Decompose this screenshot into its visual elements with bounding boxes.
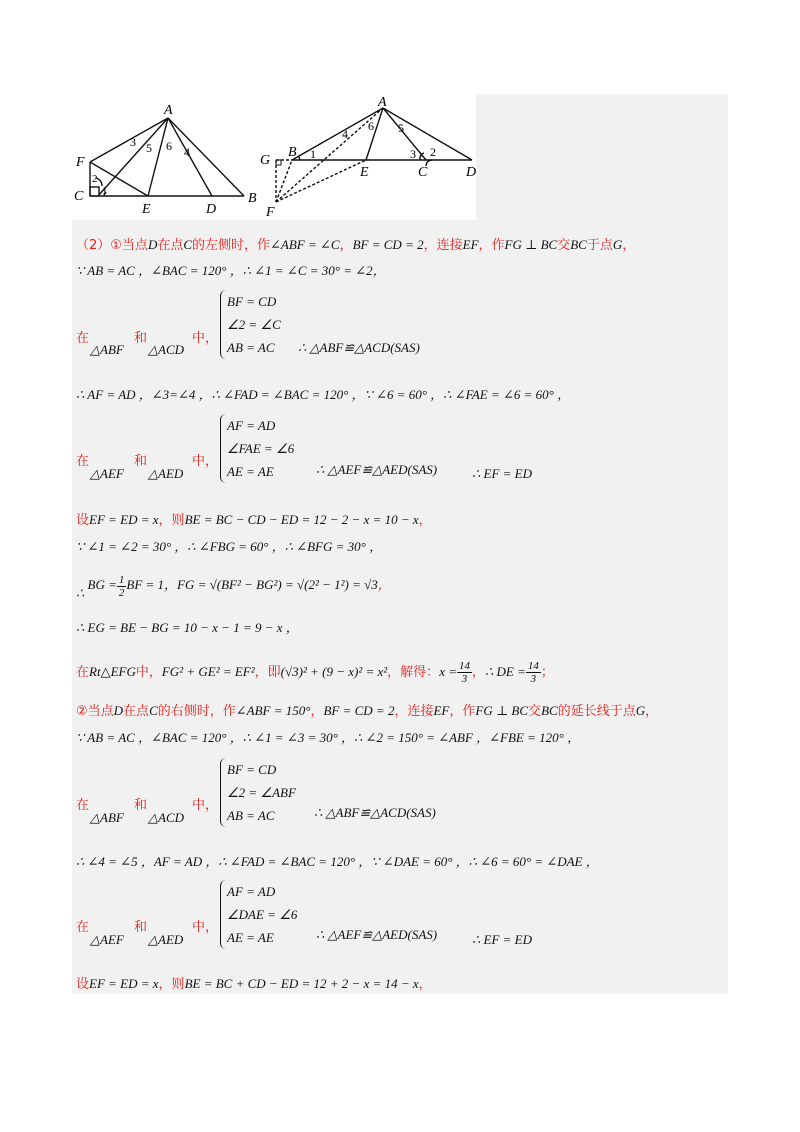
case2-conclusion-1: ∴ △ABF≌△ACD(SAS) bbox=[314, 805, 436, 820]
case2-zai-2: 在 bbox=[76, 920, 90, 935]
case1-tri-aef: △AEF bbox=[90, 466, 124, 481]
label-D: D bbox=[466, 165, 476, 180]
case2-line1: ②当点D在点C的右侧时，作∠ABF = 150°，BF = CD = 2，连接EF，作FG ⊥ BC交BC的延长线于点G， bbox=[76, 703, 659, 719]
angle-5: 5 bbox=[146, 141, 152, 155]
case1-line1: （2）①当点D在点C的左侧时，作∠ABF = ∠C，BF = CD = 2，连接EF，作FG ⊥ BC交BC于点G， bbox=[76, 237, 636, 253]
label-D: D bbox=[206, 202, 217, 217]
case1-line7: ∵ ∠1 = ∠2 = 30° ，∴ ∠FBG = 60° ，∴ ∠BFG = 30° ， bbox=[76, 539, 383, 554]
case1-zhong-1: 中， bbox=[192, 331, 219, 346]
case2-line4: ∴ ∠4 = ∠5 ，AF = AD ，∴ ∠FAD = ∠BAC = 120° ，∵ ∠DAE = 60° ，∴ ∠6 = 60° = ∠DAE ， bbox=[76, 854, 599, 869]
case1-line10: 在Rt△EFG中，FG² + GE² = EF²，即(√3)² + (9 − x)² = x²，解得：x = $\frac{14}{3}$ ，∴ DE = $\frac{14}{3}$ ； bbox=[76, 660, 554, 685]
angle-6: 6 bbox=[368, 119, 374, 133]
case1-tri-abf: △ABF bbox=[90, 342, 124, 357]
label-B: B bbox=[288, 145, 297, 160]
case2-tri-aed: △AED bbox=[148, 932, 184, 947]
case2-system-2: AF = AD ∠DAE = ∠6 AE = AE bbox=[220, 880, 297, 949]
case1-tri-aed: △AED bbox=[148, 466, 184, 481]
label-A: A bbox=[378, 95, 387, 110]
case1-tri-acd: △ACD bbox=[148, 342, 184, 357]
case2-tri-abf: △ABF bbox=[90, 810, 124, 825]
case2-he-1: 和 bbox=[134, 798, 148, 813]
case1-conclusion-2: ∴ △AEF≌△AED(SAS) bbox=[316, 462, 438, 477]
angle-5: 5 bbox=[398, 121, 404, 135]
case1-line8: ∴ BG = $\frac{1}{2}$ BF = 1，FG = √(BF² − BG²) = √(2² − 1²) = √3， bbox=[76, 574, 391, 601]
triangle-diagram-left bbox=[72, 94, 260, 220]
fraction-de: $\frac{14}{3}$ bbox=[527, 660, 539, 685]
case1-system-2: AF = AD ∠FAE = ∠6 AE = AE bbox=[220, 414, 294, 483]
angle-6: 6 bbox=[166, 139, 172, 153]
case1-line4: ∴ AF = AD ，∠3=∠4 ，∴ ∠FAD = ∠BAC = 120° ，∵ ∠6 = 60° ，∴ ∠FAE = ∠6 = 60° ， bbox=[76, 387, 571, 402]
label-E: E bbox=[360, 165, 369, 180]
fraction-half: $\frac{1}{2}$ bbox=[118, 574, 125, 599]
case2-conclusion-2: ∴ △AEF≌△AED(SAS) bbox=[316, 927, 438, 942]
case2-zhong-2: 中， bbox=[192, 920, 219, 935]
label-C: C bbox=[74, 189, 84, 204]
case1-he-2: 和 bbox=[134, 454, 148, 469]
case2-he-2: 和 bbox=[134, 920, 148, 935]
case1-conclusion-1: ∴ △ABF≌△ACD(SAS) bbox=[298, 340, 420, 355]
case1-zai-2: 在 bbox=[76, 454, 90, 469]
case2-system-1: BF = CD ∠2 = ∠ABF AB = AC bbox=[220, 758, 296, 827]
case1-line6: 设EF = ED = x，则BE = BC − CD − ED = 12 − 2 − x = 10 − x， bbox=[76, 512, 432, 528]
label-B: B bbox=[248, 191, 257, 206]
angle-4: 4 bbox=[342, 127, 348, 141]
case2-tri-aef: △AEF bbox=[90, 932, 124, 947]
case1-he-1: 和 bbox=[134, 331, 148, 346]
angle-3: 3 bbox=[130, 135, 136, 149]
case2-line2: ∵ AB = AC ，∠BAC = 120° ，∴ ∠1 = ∠3 = 30° ，∴ ∠2 = 150° = ∠ABF ，∠FBE = 120° ， bbox=[76, 730, 581, 745]
figure-left bbox=[72, 94, 260, 220]
case1-line2: ∵ AB = AC ，∠BAC = 120° ，∴ ∠1 = ∠C = 30° = ∠2， bbox=[76, 263, 386, 278]
case2-tri-acd: △ACD bbox=[148, 810, 184, 825]
case1-zai-1: 在 bbox=[76, 331, 90, 346]
case1-system-1: BF = CD ∠2 = ∠C AB = AC bbox=[220, 290, 281, 359]
angle-2: 2 bbox=[430, 145, 436, 159]
case1-zhong-2: 中， bbox=[192, 454, 219, 469]
case2-conclusion-2b: ∴ EF = ED bbox=[472, 932, 533, 947]
triangle-diagram-right bbox=[260, 94, 476, 220]
case1-line9: ∴ EG = BE − BG = 10 − x − 1 = 9 − x ， bbox=[76, 620, 299, 635]
label-F: F bbox=[76, 155, 85, 170]
angle-2: 2 bbox=[92, 173, 98, 185]
label-F: F bbox=[266, 205, 275, 220]
case1-conclusion-2b: ∴ EF = ED bbox=[472, 466, 533, 481]
case2-zhong-1: 中， bbox=[192, 798, 219, 813]
case2-line6: 设EF = ED = x，则BE = BC + CD − ED = 12 + 2 − x = 14 − x， bbox=[76, 976, 432, 992]
case2-zai-1: 在 bbox=[76, 798, 90, 813]
figure-right bbox=[260, 94, 476, 220]
label-G: G bbox=[260, 153, 271, 168]
angle-4: 4 bbox=[184, 145, 190, 159]
fraction-x: $\frac{14}{3}$ bbox=[458, 660, 470, 685]
label-C: C bbox=[418, 165, 428, 180]
angle-1: 1 bbox=[310, 147, 316, 161]
angle-1: 1 bbox=[102, 185, 108, 197]
label-A: A bbox=[164, 103, 173, 118]
angle-3: 3 bbox=[410, 147, 416, 161]
label-E: E bbox=[142, 202, 151, 217]
